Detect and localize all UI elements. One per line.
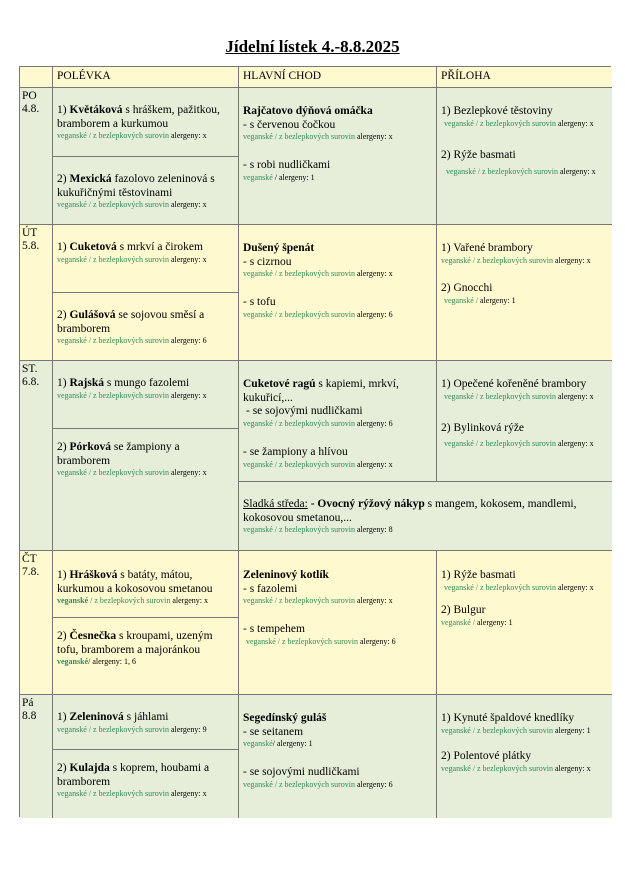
main-variant: - se sojovými nudličkami <box>246 405 363 417</box>
soup-name: Gulášová <box>69 309 116 321</box>
diet-info: veganské / z bezlepkových surovin alergeny: x <box>57 254 207 264</box>
diet-info: veganské / alergeny: 1 <box>444 295 516 305</box>
header-soup: POLÉVKA <box>53 67 239 88</box>
diet-info: veganské / z bezlepkových surovin alergeny: 6 <box>243 779 393 789</box>
item-number: 2) <box>57 762 67 774</box>
soup-desc: s batáty, mátou, kurkumou a kokosovou smetanou <box>57 569 213 595</box>
soup-cell <box>53 551 239 618</box>
diet-info: veganské / z bezlepkových surovin alergeny: x <box>243 459 393 469</box>
side-dish-cell <box>437 88 612 225</box>
side-item: 1) Bezlepkové těstoviny <box>441 105 553 117</box>
soup-name: Mexická <box>69 173 112 185</box>
menu-table <box>19 66 611 817</box>
side-item: 1) Opečené kořeněné brambory <box>441 378 587 390</box>
soup-desc: s koprem, houbami a bramborem <box>57 762 210 788</box>
side-item: 2) Polentové plátky <box>441 750 532 762</box>
item-number: 2) <box>57 309 67 321</box>
soup-cell <box>53 695 239 750</box>
soup-name: Květáková <box>69 104 123 116</box>
diet-info: veganské / z bezlepkových surovin alergeny: x <box>444 438 594 448</box>
diet-info: veganské / z bezlepkových surovin alergeny: 6 <box>243 418 393 428</box>
main-variant: - s tempehem <box>243 623 305 635</box>
side-dish-cell <box>437 225 612 361</box>
header-side: PŘÍLOHA <box>437 67 612 88</box>
item-number: 2) <box>57 441 67 453</box>
main-course-cell <box>239 225 437 361</box>
header-main: HLAVNÍ CHOD <box>239 67 437 88</box>
item-number: 1) <box>57 711 67 723</box>
soup-cell <box>53 361 239 429</box>
sweet-name: Ovocný rýžový nákyp <box>317 498 425 510</box>
diet-info: veganské / z bezlepkových surovin alergeny: x <box>243 596 393 605</box>
day-date: 5.8. <box>22 240 40 252</box>
soup-cell <box>53 750 239 818</box>
main-desc: s kapiemi, mrkví, kukuřicí,... <box>243 378 399 404</box>
main-variant: - s robi nudličkami <box>243 159 331 171</box>
main-variant: - s červenou čočkou <box>243 118 336 131</box>
diet-info: veganské / z bezlepkových surovin alergeny: x <box>57 131 207 140</box>
day-date: 7.8. <box>22 566 40 578</box>
side-item: 2) Gnocchi <box>441 282 493 294</box>
main-course-cell <box>239 551 437 695</box>
sweet-desc: s mangem, kokosem, mandlemi, kokosovou smetanou,... <box>243 498 577 524</box>
soup-desc: se sojovou směsí a bramborem <box>57 309 205 335</box>
diet-info: veganské / z bezlepkových surovin alergeny: x <box>444 582 594 592</box>
day-name: Pá <box>22 697 34 709</box>
main-name: Dušený špenát <box>243 242 315 254</box>
day-cell-monday <box>20 88 53 225</box>
side-item: 2) Rýže basmati <box>441 149 516 161</box>
diet-info: veganské / z bezlepkových surovin alergeny: x <box>441 763 591 773</box>
soup-name: Hrášková <box>69 569 118 581</box>
diet-info: veganské / alergeny: 1 <box>441 617 513 627</box>
day-cell-friday <box>20 695 53 818</box>
main-name: Zeleninový kotlík <box>243 569 329 581</box>
side-item: 2) Bulgur <box>441 604 486 616</box>
diet-info: veganské / z bezlepkových surovin alergeny: 6 <box>57 336 207 345</box>
diet-info: veganské/ alergeny: 1, 6 <box>57 657 136 666</box>
diet-info: veganské / z bezlepkových surovin alergeny: 9 <box>57 724 207 734</box>
main-variant: - se seitanem <box>243 725 304 738</box>
main-name: Segedínský guláš <box>243 712 327 724</box>
day-name: ÚT <box>22 227 38 239</box>
item-number: 2) <box>57 173 67 185</box>
soup-desc: s kroupami, uzeným tofu, bramborem a majoránkou <box>57 630 213 656</box>
day-date: 6.8. <box>22 376 40 388</box>
diet-info: veganské / z bezlepkových surovin alergeny: 1 <box>441 725 591 735</box>
side-dish-cell <box>437 361 612 482</box>
soup-desc: s jáhlami <box>123 711 169 723</box>
side-item: 1) Kynuté špaldové knedlíky <box>441 712 575 724</box>
soup-desc: s hráškem, pažitkou, bramborem a kurkumou <box>57 104 220 130</box>
main-variant: - s tofu <box>243 296 276 308</box>
main-name: Rajčatovo dýňová omáčka <box>243 105 373 117</box>
side-item: 2) Bylinková rýže <box>441 422 525 434</box>
soup-cell <box>53 429 239 551</box>
item-number: 1) <box>57 104 67 116</box>
page-title: Jídelní lístek 4.-8.8.2025 <box>225 37 400 56</box>
diet-info: veganské / z bezlepkových surovin alergeny: x <box>444 391 594 401</box>
side-dish-cell <box>437 551 612 695</box>
side-dish-cell <box>437 695 612 818</box>
diet-info: veganské / z bezlepkových surovin alergeny: 6 <box>243 309 393 319</box>
diet-info: veganské / z bezlepkových surovin alergeny: x <box>446 166 596 176</box>
day-date: 4.8. <box>22 103 40 115</box>
soup-name: Cuketová <box>69 241 117 253</box>
diet-info: veganské / z bezlepkových surovin alergeny: x <box>57 390 207 400</box>
main-variant: - se žampiony a hlívou <box>243 446 348 458</box>
main-course-cell <box>239 88 437 225</box>
soup-cell <box>53 225 239 293</box>
soup-desc: s mrkví a čirokem <box>116 241 203 253</box>
diet-info: veganské / z bezlepkových surovin alergeny: x <box>57 200 207 209</box>
soup-cell <box>53 88 239 157</box>
day-date: 8.8 <box>22 710 37 722</box>
soup-desc: s mungo fazolemi <box>103 377 190 389</box>
side-item: 1) Vařené brambory <box>441 242 533 254</box>
diet-info: veganské / alergeny: 1 <box>243 172 315 182</box>
main-variant: - se sojovými nudličkami <box>243 766 360 778</box>
main-name: Cuketové ragú <box>243 378 316 390</box>
item-number: 1) <box>57 569 67 581</box>
soup-name: Pórková <box>69 441 111 453</box>
day-cell-wednesday <box>20 361 53 551</box>
soup-cell <box>53 157 239 225</box>
diet-info: veganské / z bezlepkových surovin alergeny: x <box>57 596 208 605</box>
sweet-wednesday-cell: Sladká středa: - Ovocný rýžový nákyp s mangem, kokosem, mandlemi, kokosovou smetanou,... veganské / z bezlepkových surovin alergeny: 8 <box>239 482 612 551</box>
diet-info: veganské / z bezlepkových surovin alergeny: x <box>243 132 393 141</box>
diet-info: veganské / z bezlepkových surovin alergeny: x <box>57 789 207 798</box>
soup-name: Zeleninová <box>69 711 124 723</box>
soup-desc: fazolovo zeleninová s kukuřičnými těstovinami <box>57 173 215 199</box>
main-course-cell <box>239 361 437 482</box>
diet-info: veganské / z bezlepkových surovin alergeny: x <box>243 269 393 278</box>
diet-info: veganské / z bezlepkových surovin alergeny: x <box>444 118 594 128</box>
soup-name: Česnečka <box>69 630 117 642</box>
soup-name: Kulajda <box>69 762 110 774</box>
day-name: ČT <box>22 553 37 565</box>
header-corner <box>20 67 53 88</box>
soup-cell <box>53 293 239 361</box>
sweet-label: Sladká středa: <box>243 498 308 510</box>
item-number: 1) <box>57 377 67 389</box>
diet-info: veganské / z bezlepkových surovin alergeny: 8 <box>243 525 393 534</box>
item-number: 1) <box>57 241 67 253</box>
diet-info: veganské / z bezlepkových surovin alergeny: x <box>441 255 591 265</box>
side-item: 1) Rýže basmati <box>441 569 516 581</box>
soup-desc: se žampiony a bramborem <box>57 441 180 467</box>
diet-info: veganské/ alergeny: 1 <box>243 739 313 748</box>
day-name: PO <box>22 90 37 102</box>
main-course-cell <box>239 695 437 818</box>
diet-info: veganské / z bezlepkových surovin alergeny: 6 <box>246 636 396 646</box>
soup-name: Rajská <box>69 377 104 389</box>
day-cell-tuesday <box>20 225 53 361</box>
diet-info: veganské / z bezlepkových surovin alergeny: x <box>57 468 207 477</box>
soup-cell <box>53 618 239 695</box>
item-number: 2) <box>57 630 67 642</box>
main-variant: - s cizrnou <box>243 255 292 268</box>
day-cell-thursday <box>20 551 53 695</box>
main-variant: - s fazolemi <box>243 582 298 595</box>
day-name: ST. <box>22 363 38 375</box>
